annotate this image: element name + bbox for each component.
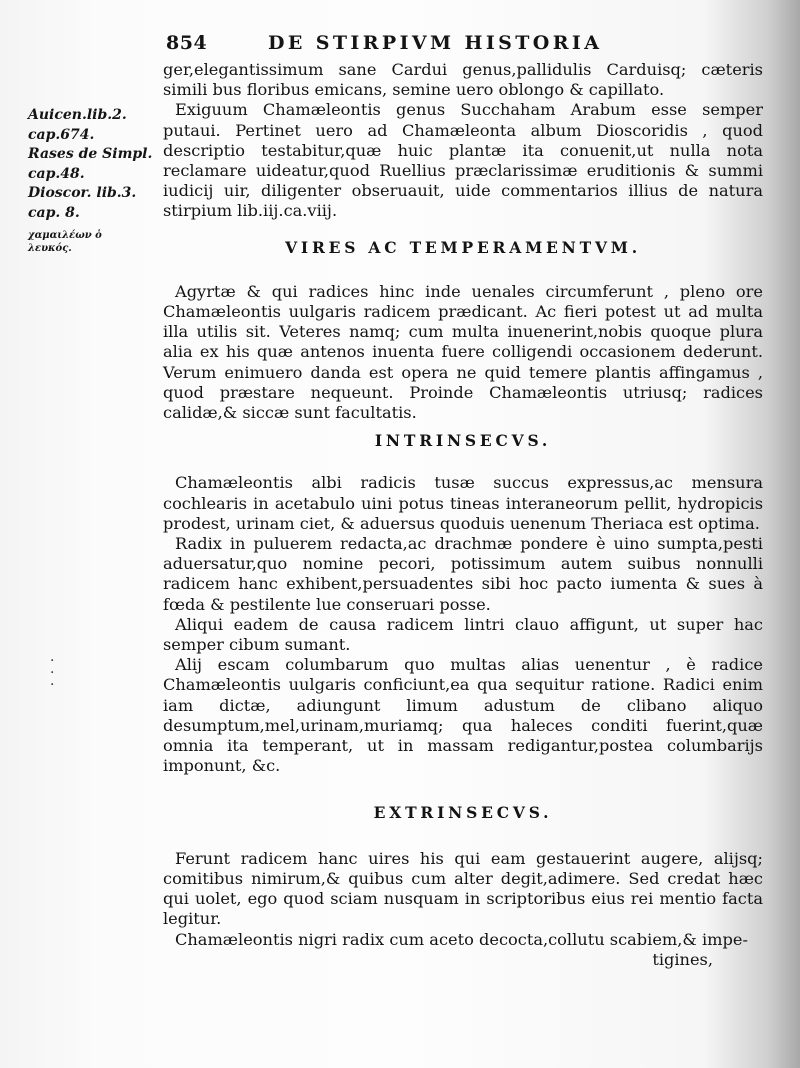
- margin-note-greek: λευκός.: [28, 243, 72, 254]
- margin-note: cap. 8.: [28, 204, 80, 221]
- margin-notes: [28, 106, 156, 255]
- margin-note-greek: χαμαιλέων ὁ: [28, 230, 102, 241]
- margin-note: Dioscor. lib.3.: [28, 185, 137, 201]
- paragraph: Alij escam columbarum quo multas alias uenentur , è radice Chamæleontis uulgaris conficiunt,ea qua sequitur ratione. Radici enim iam dictæ, adiungunt limum adustum de clibano aliquo desumptum,mel,urinam,muriamq; qua haleces conditi fuerint,quæ omnia ita temperant, ut in massam redigantur,postea columbarijs imponunt, &c.: [163, 655, 763, 776]
- paragraph: Radix in puluerem redacta,ac drachmæ pondere è uino sumpta,pesti aduersatur,quo nomine pecori, potissimum autem suibus nonnulli radicem hanc exhibent,persuadentes sibi hoc pacto iumenta & sues à fœda & pestilente lue conseruari posse.: [163, 534, 763, 614]
- margin-note: cap.674.: [28, 126, 95, 143]
- paragraph-tail: tigines,: [652, 949, 713, 969]
- paragraph: ger,elegantissimum sane Cardui genus,pallidulis Carduisq; cæteris simili bus floribus emicans, semine uero oblongo & capillato.: [163, 60, 763, 100]
- section-heading: INTRINSECVS.: [374, 431, 552, 451]
- section-heading: EXTRINSECVS.: [373, 802, 553, 822]
- page-header: [0, 30, 800, 60]
- paragraph: Exiguum Chamæleontis genus Succhaham Arabum esse semper putaui. Pertinet uero ad Chamæleonta album Dioscoridis , quod descriptio testabitur,quæ huic plantæ ita conuenit,ut nulla nota reclamare uideatur,quod Ruellius præclarissimæ eruditionis & summi iudicij uir, diligenter obseruauit, uide commentarios illius de natura stirpium lib.iij.ca.viij.: [163, 100, 763, 221]
- margin-note: Rases de Simpl.: [28, 146, 153, 162]
- running-head: DE STIRPIVM HISTORIA: [268, 32, 603, 54]
- paragraph: Chamæleontis albi radicis tusæ succus expressus,ac mensura cochlearis in acetabulo uini potus tineas interaneorum pellit, hydropicis prodest, urinam ciet, & aduersus quoduis uenenum Theriaca est optima.: [163, 473, 763, 533]
- paragraph: Chamæleontis nigri radix cum aceto decocta,collutu scabiem,& impe-: [175, 929, 748, 949]
- paragraph: Ferunt radicem hanc uires his qui eam gestauerint augere, alijsq; comitibus nimirum,& quibus cum alter degit,adimere. Sed credat hæc qui uolet, ego quod sciam nusquam in scriptoribus eius rei mentio facta legitur.: [163, 848, 763, 929]
- margin-note: cap.48.: [28, 165, 85, 182]
- body-text: [163, 60, 763, 970]
- ink-specks: · · ·: [50, 653, 55, 693]
- page-number: 854: [166, 32, 208, 54]
- section-heading: VIRES AC TEMPERAMENTVM.: [285, 237, 641, 257]
- margin-note: Auicen.lib.2.: [28, 107, 127, 123]
- paragraph: Aliqui eadem de causa radicem lintri clauo affigunt, ut super hac semper cibum sumant.: [163, 614, 763, 655]
- paragraph: Agyrtæ & qui radices hinc inde uenales circumferunt , pleno ore Chamæleontis uulgaris radicem prædicant. Ac fieri potest ut ad multa illa utilis sit. Veteres namq; cum multa inuenerint,nobis quoque plura alia ex his quæ antenos inuenta fuere colligendi occasionem dederunt. Verum enimuero danda est opera ne quid temere plantis affingamus , quod præstare nequeunt. Proinde Chamæleontis utriusq; radices calidæ,& siccæ sunt facultatis.: [163, 281, 763, 423]
